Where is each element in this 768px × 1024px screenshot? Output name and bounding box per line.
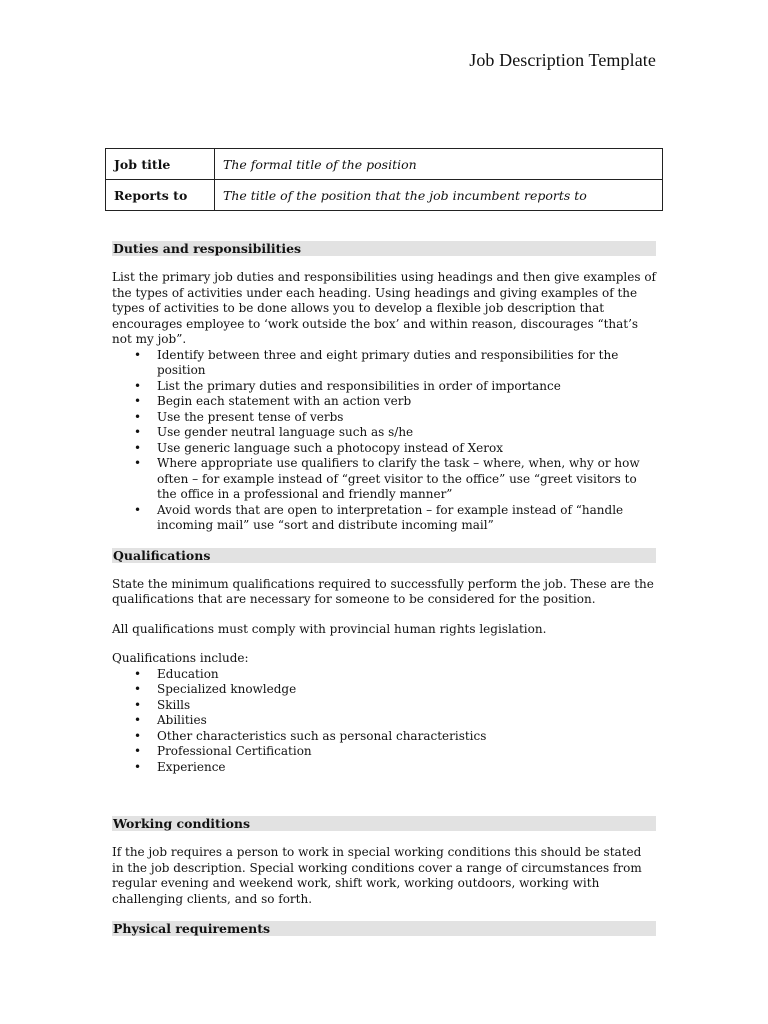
list-item: • Education [112, 667, 656, 683]
list-item: • Use the present tense of verbs [112, 410, 656, 426]
duties-qualifications-block [112, 241, 656, 775]
list-item: • Where appropriate use qualifiers to clarify the task – where, when, why or how often – for example instead of “greet visitor to the office” use “greet visitors to the office in a professional and friendly manner” [112, 456, 656, 503]
list-item: • Professional Certification [112, 744, 656, 760]
working-conditions-block [112, 816, 656, 936]
duties-heading: Duties and responsibilities [112, 241, 656, 256]
job-info-table [105, 148, 663, 211]
working-conditions-heading: Working conditions [112, 816, 656, 831]
job-title-label: Job title [106, 149, 215, 180]
qualifications-list-intro: Qualifications include: [112, 651, 249, 665]
list-item: • Other characteristics such as personal characteristics [112, 729, 656, 745]
duties-intro: List the primary job duties and responsibilities using headings and then give examples of the types of activities under each heading. Using headings and giving examples of the types of activities to be done allows you to develop a flexible job description that encourages employee to ‘work outside the box’ and within reason, discourages “that’s not my job”. [112, 270, 656, 346]
reports-to-label: Reports to [106, 180, 215, 211]
list-item: • Skills [112, 698, 656, 714]
qualifications-paragraph-2: All qualifications must comply with provincial human rights legislation. [112, 621, 547, 636]
list-item: • Identify between three and eight primary duties and responsibilities for the position [112, 348, 656, 379]
list-item: • Use generic language such a photocopy instead of Xerox [112, 441, 656, 457]
list-item: • Abilities [112, 713, 656, 729]
list-item: • Use gender neutral language such as s/he [112, 425, 656, 441]
duties-list [112, 348, 656, 534]
table-row [106, 180, 663, 211]
qualifications-paragraph-1: State the minimum qualifications required to successfully perform the job. These are the qualifications that are necessary for someone to be considered for the position. [112, 576, 654, 606]
qualifications-list [112, 667, 656, 776]
document-title: Job Description Template [469, 50, 656, 70]
qualifications-heading: Qualifications [112, 548, 656, 563]
list-item: • Begin each statement with an action verb [112, 394, 656, 410]
job-title-value: The formal title of the position [215, 149, 663, 180]
reports-to-value: The title of the position that the job incumbent reports to [215, 180, 663, 211]
table-row [106, 149, 663, 180]
list-item: • List the primary duties and responsibilities in order of importance [112, 379, 656, 395]
physical-requirements-heading: Physical requirements [112, 921, 656, 936]
list-item: • Avoid words that are open to interpretation – for example instead of “handle incoming mail” use “sort and distribute incoming mail” [112, 503, 656, 534]
working-conditions-paragraph: If the job requires a person to work in special working conditions this should be stated in the job description. Special working conditions cover a range of circumstances from regular evening and weekend work, shift work, working outdoors, working with challenging clients, and so forth. [112, 845, 642, 906]
list-item: • Experience [112, 760, 656, 776]
list-item: • Specialized knowledge [112, 682, 656, 698]
